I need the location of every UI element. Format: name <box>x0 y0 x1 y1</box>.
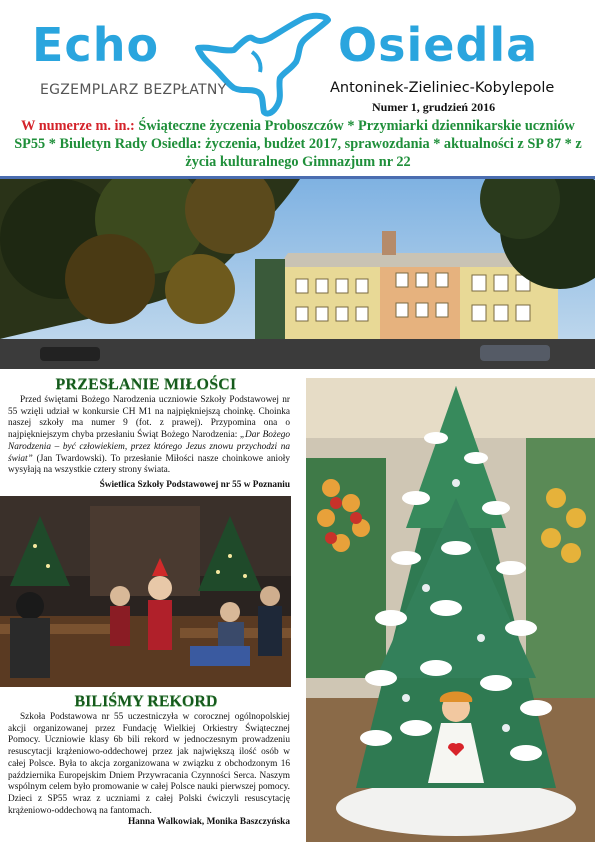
article-text: Przed świętami Bożego Narodzenia uczniowie Szkoły Podstawowej nr 55 wzięli udział w konkursie CH M1 na najpiękniejszą choinkę. Choinka naszej szkoły ma numer 9 (fot. z prawej). Przypomina ona o najpiękniejszym chyba przesłaniu Świąt Bożego Narodzenia: <box>8 395 290 441</box>
masthead-title-right: Osiedla <box>338 18 539 72</box>
article-body <box>8 395 290 477</box>
article-heading: BILIŚMY REKORD <box>74 693 218 710</box>
issue-number: Numer 1, grudzień 2016 <box>372 100 496 114</box>
article-text: Szkoła Podstawowa nr 55 uczestniczyła w corocznej ogólnopolskiej akcji organizowanej przez Fundację Wielkiej Orkiestry Świątecznej Pomocy. Uczniowie klasy 6b bili rekord w jednoczesnym prowadzeniu resuscytacji krążeniowo-oddechowej przez jak największą ilość osób w całej Polsce. Była to akcja zorganizowana w związku z obchodzonym 16 października Europejskim Dniem Przywracania Czynności Serca. Naszym wspólnym celem było promowanie w całej Polsce nauki pierwszej pomocy. Dzieci z SP55 wraz z uczniami z całej Polski ćwiczyli resuscytację krążeniowo-oddechową na fantomach. <box>8 712 290 816</box>
christmas-tree-angels-photo <box>306 378 595 842</box>
bird-logo-icon <box>192 12 332 120</box>
article-body <box>8 712 290 817</box>
article-text: (Jan Twardowski). To przesłanie Miłości nasze choinkowe anioły wysyłają na wszystkie cztery strony świata. <box>8 453 290 476</box>
free-copy-label: EGZEMPLARZ BEZPŁATNY <box>40 82 227 98</box>
article-signature: Hanna Walkowiak, Monika Baszczyńska <box>127 817 290 827</box>
article-heading: PRZESŁANIE MIŁOŚCI <box>55 376 237 393</box>
article-signature: Świetlica Szkoły Podstawowej nr 55 w Poznaniu <box>99 480 290 490</box>
church-nativity-photo <box>0 496 291 687</box>
districts-subtitle: Antoninek-Zieliniec-Kobylepole <box>330 80 555 96</box>
masthead-title-left: Echo <box>32 18 160 72</box>
contents-text: Świąteczne życzenia Proboszczów * Przymiarki dziennikarskie uczniów SP55 * Biuletyn Rady Osiedla: życzenia, budżet 2017, sprawozdania * aktualności z SP 87 * z życia kulturalnego Gimnazjum nr 22 <box>14 118 582 170</box>
contents-lead: W numerze m. in.: <box>21 118 135 134</box>
article-quote: „Dar Bożego Narodzenia – być człowiekiem, przez którego Jezus znowu przychodzi na świat” <box>8 430 290 464</box>
school-building-photo <box>0 179 595 369</box>
issue-contents <box>8 117 588 171</box>
